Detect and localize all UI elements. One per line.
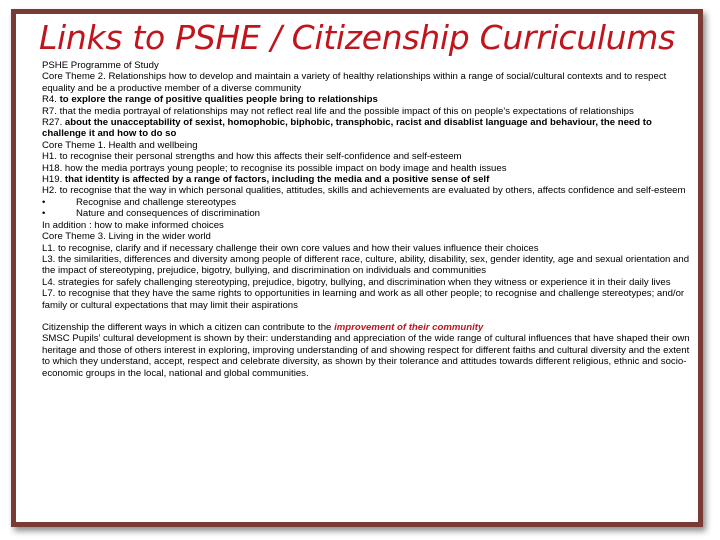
objective-text: the similarities, differences and diversity among people of different race, culture, ability, disability, sex, gender identity, age and sexual orientation and the impact of stereotyping, prejudice, bigotry, bullying, and discrimination on individuals and communities bbox=[42, 253, 690, 277]
citizenship-highlight: improvement of their community bbox=[334, 321, 484, 333]
objective-code: H2. bbox=[42, 185, 57, 197]
objective-h1 bbox=[42, 151, 692, 162]
objective-text: to recognise that they have the same rights to opportunities in learning and work as all other people; to recognise and challenge stereotypes; and/or family or cultural expectations that may limit their aspirations bbox=[42, 288, 685, 311]
paragraph-gap bbox=[42, 311, 692, 322]
objective-code: L7. bbox=[42, 288, 56, 300]
objective-text: to recognise that the way in which personal qualities, attitudes, skills and achievements are evaluated by others, affects confidence and self-esteem bbox=[56, 185, 686, 197]
objective-text: that the media portrayal of relationships may not reflect real life and the possible impact of this on people’s expectations of relationships bbox=[56, 105, 634, 117]
objective-code: H18. bbox=[42, 162, 63, 174]
core-theme-2 bbox=[42, 71, 692, 94]
objective-text: how the media portrays young people; to recognise its possible impact on body image and health issues bbox=[62, 162, 507, 174]
bullet-text: Recognise and challenge stereotypes bbox=[76, 196, 237, 208]
slide-title: Links to PSHE / Citizenship Curriculums bbox=[38, 18, 676, 57]
objective-code: L1. bbox=[42, 242, 56, 254]
objective-code: R7. bbox=[42, 105, 57, 117]
slide-body bbox=[42, 60, 692, 379]
core-theme-2-label: Core Theme 2. Relationships bbox=[42, 71, 167, 83]
objective-text: to recognise their personal strengths and how this affects their self-confidence and self-esteem bbox=[56, 151, 462, 163]
core-theme-2-text: how to develop and maintain a variety of healthy relationships within a range of social/cultural contexts and to respect equality and be a productive member of a diverse community bbox=[42, 71, 667, 94]
citizenship-text: Citizenship the different ways in which a citizen can contribute to the bbox=[42, 321, 335, 333]
objective-text: that identity is affected by a range of factors, including the media and a positive sense of self bbox=[62, 174, 490, 186]
objective-text: about the unacceptability of sexist, homophobic, biphobic, transphobic, racist and disablist language and behaviour, the need to challenge it and how to do so bbox=[42, 117, 652, 140]
objective-r7 bbox=[42, 106, 692, 117]
objective-h18 bbox=[42, 163, 692, 174]
objective-code: R27. bbox=[42, 117, 63, 129]
objective-code: L3. bbox=[42, 253, 56, 265]
objective-l3 bbox=[42, 254, 692, 277]
objective-r4 bbox=[42, 94, 692, 105]
objective-text: to recognise, clarify and if necessary challenge their own core values and how their values influence their choices bbox=[55, 242, 539, 254]
objective-h2 bbox=[42, 185, 692, 196]
in-addition-note: In addition : how to make informed choices bbox=[42, 219, 224, 231]
slide-frame bbox=[11, 9, 703, 527]
objective-text: to explore the range of positive qualities people bring to relationships bbox=[56, 94, 378, 106]
smsc-paragraph: SMSC Pupils’ cultural development is shown by their: understanding and appreciation of the wide range of cultural influences that have shaped their own heritage and those of others interest in exploring, improving understanding of and showing respect for different faiths and cultural diversity and the extent to which they understand, accept, respect and celebrate diversity, as shown by their tolerance and attitudes towards different religious, ethnic and socio-economic groups in the local, national and global communities. bbox=[42, 333, 690, 379]
objective-code: L4. bbox=[42, 276, 56, 288]
objective-code: H19. bbox=[42, 174, 63, 186]
objective-l1 bbox=[42, 243, 692, 254]
bullet-icon: • bbox=[42, 208, 46, 220]
core-theme-1: Core Theme 1. Health and wellbeing bbox=[42, 139, 198, 151]
objective-l7 bbox=[42, 288, 692, 311]
bullet-icon: • bbox=[42, 196, 46, 208]
bullet-text: Nature and consequences of discrimination bbox=[76, 208, 260, 220]
objective-r27 bbox=[42, 117, 692, 140]
bullet-item bbox=[42, 197, 692, 208]
citizenship-line bbox=[42, 322, 692, 333]
objective-h19 bbox=[42, 174, 692, 185]
objective-code: H1. bbox=[42, 151, 57, 163]
programme-heading: PSHE Programme of Study bbox=[42, 60, 159, 71]
bullet-item bbox=[42, 208, 692, 219]
core-theme-3: Core Theme 3. Living in the wider world bbox=[42, 231, 211, 243]
objective-text: strategies for safely challenging stereotyping, prejudice, bigotry, bullying, and discrimination when they witness or experience it in their daily lives bbox=[55, 276, 671, 288]
objective-code: R4. bbox=[42, 94, 57, 106]
objective-l4 bbox=[42, 277, 692, 288]
